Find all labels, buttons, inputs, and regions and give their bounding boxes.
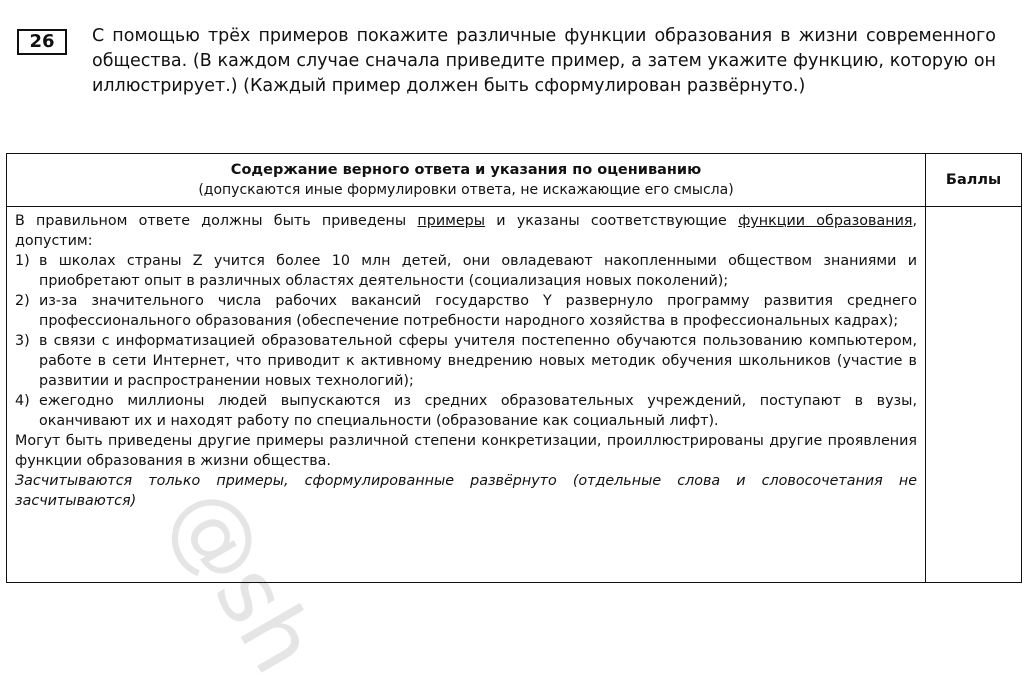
intro-text-3: , допустим: bbox=[15, 213, 918, 249]
answer-header-subtitle: (допускаются иные формулировки ответа, не искажающие его смысла) bbox=[198, 182, 734, 198]
intro-text-2: и указаны соответствующие bbox=[485, 213, 739, 229]
answer-item-3 bbox=[15, 331, 917, 391]
answer-item-4 bbox=[15, 391, 917, 431]
answer-header-title: Содержание верного ответа и указания по оцениванию bbox=[230, 162, 702, 178]
answer-content-cell bbox=[7, 207, 926, 583]
item-number: 4) bbox=[15, 393, 30, 409]
item-text: в связи с информатизацией образовательной сферы учителя постепенно обучаются пользованию компьютером, работе в сети Интернет, что приводит к активному внедрению новых методик обучения школьников (участие в развитии и распространении новых технологий); bbox=[39, 333, 917, 389]
item-number: 2) bbox=[15, 293, 30, 309]
question-text: С помощью трёх примеров покажите различные функции образования в жизни современного общества. (В каждом случае сначала приведите пример, а затем укажите функцию, которую он иллюстрирует.) (Каждый пример должен быть сформулирован развёрнуто.) bbox=[92, 26, 996, 96]
question-number: 26 bbox=[17, 29, 67, 55]
answer-note: Засчитываются только примеры, сформулированные развёрнуто (отдельные слова и словосочетания не засчитываются) bbox=[15, 473, 917, 509]
answer-other-examples: Могут быть приведены другие примеры различной степени конкретизации, проиллюстрированы другие проявления функции образования в жизни общества. bbox=[15, 433, 917, 469]
item-text: в школах страны Z учится более 10 млн детей, они овладевают накопленными обществом знаниями и приобретают опыт в различных областях деятельности (социализация новых поколений); bbox=[39, 253, 917, 289]
intro-text-1: В правильном ответе должны быть приведены bbox=[15, 213, 418, 229]
item-text: из-за значительного числа рабочих вакансий государство Y развернуло программу развития среднего профессионального образования (обеспечение потребности народного хозяйства в профессиональных кадрах); bbox=[39, 293, 917, 329]
intro-underlined-examples: примеры bbox=[417, 213, 486, 229]
item-number: 1) bbox=[15, 253, 30, 269]
item-text: ежегодно миллионы людей выпускаются из средних образовательных учреждений, поступают в вузы, оканчивают их и находят работу по специальности (образование как социальный лифт). bbox=[39, 393, 917, 429]
score-header: Баллы bbox=[926, 154, 1022, 207]
answer-intro bbox=[15, 211, 917, 251]
item-number: 3) bbox=[15, 333, 30, 349]
answer-table bbox=[6, 153, 1022, 583]
answer-item-2 bbox=[15, 291, 917, 331]
watermark: @sh bbox=[149, 470, 337, 690]
intro-underlined-functions: функции образования bbox=[738, 213, 913, 229]
answer-item-1 bbox=[15, 251, 917, 291]
score-cell bbox=[926, 207, 1022, 583]
answer-header-cell bbox=[7, 154, 926, 207]
